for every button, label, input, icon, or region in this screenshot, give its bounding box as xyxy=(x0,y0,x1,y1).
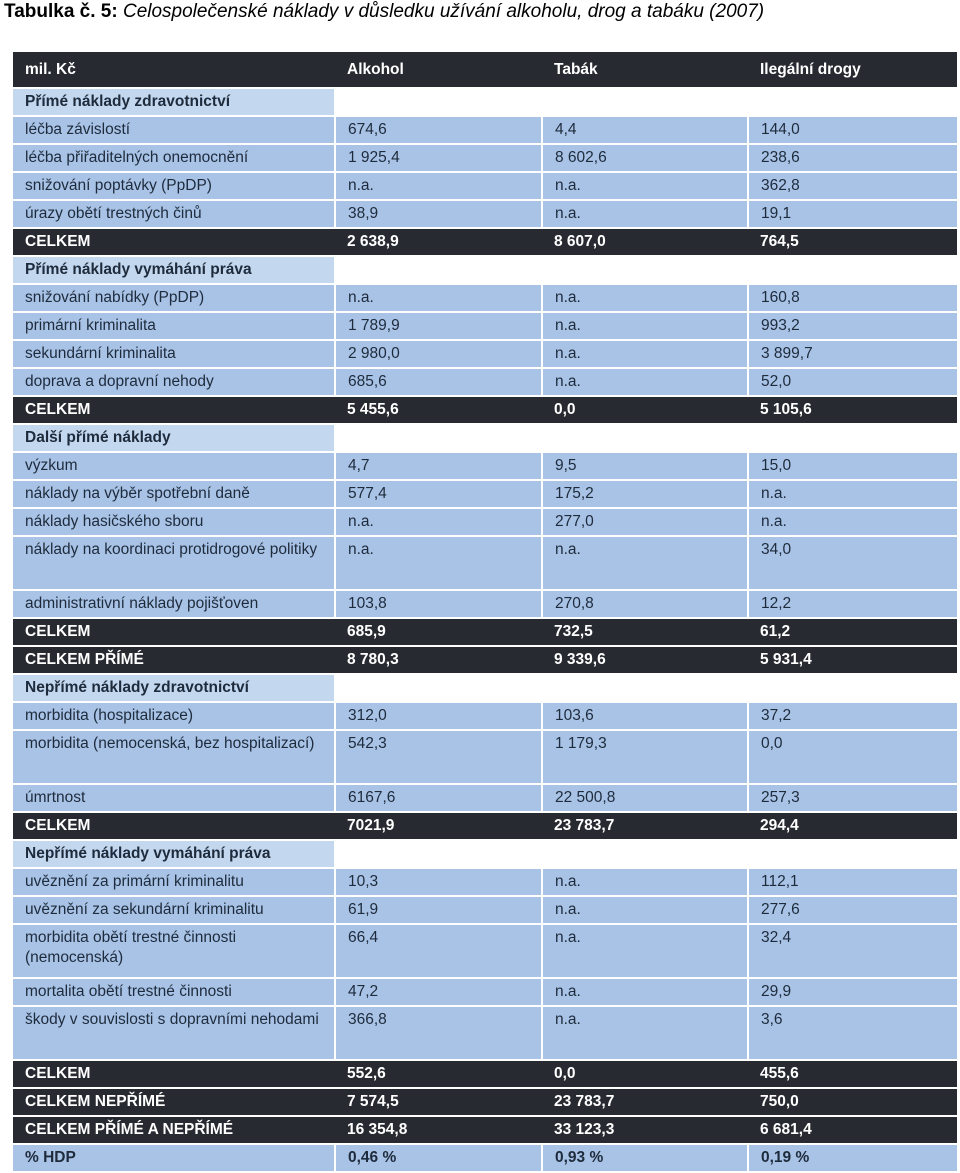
cell-alkohol: 4,7 xyxy=(335,452,542,480)
row-label: snižování poptávky (PpDP) xyxy=(13,172,335,200)
cell-alkohol: n.a. xyxy=(335,172,542,200)
cell-tabak: 270,8 xyxy=(542,590,748,618)
cell-drogy: 5 931,4 xyxy=(748,646,957,674)
cell-tabak: 22 500,8 xyxy=(542,784,748,812)
empty-cell xyxy=(748,674,957,702)
cell-drogy: 257,3 xyxy=(748,784,957,812)
table-row xyxy=(13,1006,957,1060)
cell-tabak: n.a. xyxy=(542,200,748,228)
table-row xyxy=(13,284,957,312)
row-label: % HDP xyxy=(13,1144,335,1172)
cell-drogy: 294,4 xyxy=(748,812,957,840)
cell-tabak: n.a. xyxy=(542,368,748,396)
row-label: morbidita (hospitalizace) xyxy=(13,702,335,730)
cell-alkohol: 5 455,6 xyxy=(335,396,542,424)
cell-drogy: 5 105,6 xyxy=(748,396,957,424)
cell-tabak: 4,4 xyxy=(542,116,748,144)
empty-cell xyxy=(748,256,957,284)
row-label: uvěznění za sekundární kriminalitu xyxy=(13,896,335,924)
empty-cell xyxy=(335,256,542,284)
cell-alkohol: 10,3 xyxy=(335,868,542,896)
empty-cell xyxy=(542,840,748,868)
total-row xyxy=(13,618,957,646)
hdp-row xyxy=(13,1144,957,1172)
row-label: uvěznění za primární kriminalitu xyxy=(13,868,335,896)
cell-drogy: 362,8 xyxy=(748,172,957,200)
row-label: škody v souvislosti s dopravními nehodami xyxy=(13,1006,335,1060)
cell-alkohol: 552,6 xyxy=(335,1060,542,1088)
cell-tabak: n.a. xyxy=(542,312,748,340)
cell-drogy: 764,5 xyxy=(748,228,957,256)
cell-drogy: 112,1 xyxy=(748,868,957,896)
cell-tabak: 9 339,6 xyxy=(542,646,748,674)
table-row xyxy=(13,200,957,228)
empty-cell xyxy=(335,840,542,868)
caption-number: Tabulka č. 5: xyxy=(4,1,118,22)
cell-drogy: 0,0 xyxy=(748,730,957,784)
row-label: CELKEM PŘÍMÉ A NEPŘÍMÉ xyxy=(13,1116,335,1144)
header-unit: mil. Kč xyxy=(13,52,335,88)
row-label: náklady na výběr spotřební daně xyxy=(13,480,335,508)
row-label: léčba závislostí xyxy=(13,116,335,144)
row-label: CELKEM xyxy=(13,1060,335,1088)
cell-tabak: n.a. xyxy=(542,924,748,978)
cell-drogy: 160,8 xyxy=(748,284,957,312)
table-body xyxy=(13,88,957,1172)
row-label: sekundární kriminalita xyxy=(13,340,335,368)
empty-cell xyxy=(542,674,748,702)
cell-tabak: 8 602,6 xyxy=(542,144,748,172)
table-header-row xyxy=(13,52,957,88)
cell-tabak: n.a. xyxy=(542,172,748,200)
row-label: Přímé náklady zdravotnictví xyxy=(13,88,335,116)
row-label: primární kriminalita xyxy=(13,312,335,340)
row-label: Nepřímé náklady zdravotnictví xyxy=(13,674,335,702)
table-row xyxy=(13,784,957,812)
cell-drogy: 52,0 xyxy=(748,368,957,396)
table-row xyxy=(13,312,957,340)
row-label: CELKEM NEPŘÍMÉ xyxy=(13,1088,335,1116)
row-label: úmrtnost xyxy=(13,784,335,812)
cell-alkohol: 685,9 xyxy=(335,618,542,646)
cell-alkohol: 0,46 % xyxy=(335,1144,542,1172)
cell-alkohol: 577,4 xyxy=(335,480,542,508)
empty-cell xyxy=(748,424,957,452)
cell-alkohol: 6167,6 xyxy=(335,784,542,812)
cell-drogy: 6 681,4 xyxy=(748,1116,957,1144)
cell-drogy: 15,0 xyxy=(748,452,957,480)
cell-tabak: 33 123,3 xyxy=(542,1116,748,1144)
cell-drogy: 144,0 xyxy=(748,116,957,144)
row-label: snižování nabídky (PpDP) xyxy=(13,284,335,312)
total-row xyxy=(13,396,957,424)
table-row xyxy=(13,172,957,200)
cell-tabak: 0,93 % xyxy=(542,1144,748,1172)
cell-alkohol: 47,2 xyxy=(335,978,542,1006)
empty-cell xyxy=(748,840,957,868)
table-row xyxy=(13,702,957,730)
cell-drogy: n.a. xyxy=(748,480,957,508)
row-label: morbidita obětí trestné činnosti (nemocenská) xyxy=(13,924,335,978)
table-row xyxy=(13,590,957,618)
section-header-row xyxy=(13,256,957,284)
cell-alkohol: 7 574,5 xyxy=(335,1088,542,1116)
cell-drogy: 277,6 xyxy=(748,896,957,924)
total-row xyxy=(13,646,957,674)
cell-tabak: 103,6 xyxy=(542,702,748,730)
cell-alkohol: 674,6 xyxy=(335,116,542,144)
cell-drogy: 12,2 xyxy=(748,590,957,618)
section-header-row xyxy=(13,840,957,868)
cell-drogy: 19,1 xyxy=(748,200,957,228)
table-row xyxy=(13,480,957,508)
cell-alkohol: 66,4 xyxy=(335,924,542,978)
row-label: doprava a dopravní nehody xyxy=(13,368,335,396)
cell-alkohol: 8 780,3 xyxy=(335,646,542,674)
cell-drogy: 34,0 xyxy=(748,536,957,590)
cell-tabak: 1 179,3 xyxy=(542,730,748,784)
cell-drogy: 3 899,7 xyxy=(748,340,957,368)
caption-title: Celospolečenské náklady v důsledku užívání alkoholu, drog a tabáku (2007) xyxy=(122,1,765,22)
cell-alkohol: n.a. xyxy=(335,508,542,536)
row-label: CELKEM xyxy=(13,228,335,256)
row-label: výzkum xyxy=(13,452,335,480)
table-row xyxy=(13,508,957,536)
row-label: léčba přiřaditelných onemocnění xyxy=(13,144,335,172)
cell-alkohol: 312,0 xyxy=(335,702,542,730)
cost-table xyxy=(13,52,957,1173)
header-drogy: Ilegální drogy xyxy=(748,52,957,88)
total-row xyxy=(13,228,957,256)
table-row xyxy=(13,144,957,172)
section-header-row xyxy=(13,88,957,116)
row-label: náklady hasičského sboru xyxy=(13,508,335,536)
total-row xyxy=(13,812,957,840)
cell-alkohol: 366,8 xyxy=(335,1006,542,1060)
row-label: mortalita obětí trestné činnosti xyxy=(13,978,335,1006)
total-row xyxy=(13,1088,957,1116)
table-row xyxy=(13,924,957,978)
cell-tabak: n.a. xyxy=(542,978,748,1006)
empty-cell xyxy=(542,424,748,452)
empty-cell xyxy=(335,674,542,702)
cell-alkohol: 685,6 xyxy=(335,368,542,396)
cell-alkohol: 7021,9 xyxy=(335,812,542,840)
cell-tabak: 23 783,7 xyxy=(542,812,748,840)
row-label: Nepřímé náklady vymáhání práva xyxy=(13,840,335,868)
row-label: CELKEM xyxy=(13,812,335,840)
cell-tabak: 8 607,0 xyxy=(542,228,748,256)
cell-alkohol: n.a. xyxy=(335,536,542,590)
cell-tabak: 0,0 xyxy=(542,1060,748,1088)
cell-drogy: 37,2 xyxy=(748,702,957,730)
cell-tabak: 9,5 xyxy=(542,452,748,480)
cell-tabak: n.a. xyxy=(542,284,748,312)
section-header-row xyxy=(13,674,957,702)
row-label: CELKEM xyxy=(13,618,335,646)
cell-drogy: 3,6 xyxy=(748,1006,957,1060)
cell-tabak: 175,2 xyxy=(542,480,748,508)
row-label: náklady na koordinaci protidrogové politiky xyxy=(13,536,335,590)
cell-alkohol: 2 638,9 xyxy=(335,228,542,256)
row-label: administrativní náklady pojišťoven xyxy=(13,590,335,618)
table-row xyxy=(13,340,957,368)
cell-drogy: 750,0 xyxy=(748,1088,957,1116)
cell-alkohol: 542,3 xyxy=(335,730,542,784)
empty-cell xyxy=(748,88,957,116)
header-tabak: Tabák xyxy=(542,52,748,88)
cell-tabak: 0,0 xyxy=(542,396,748,424)
total-row xyxy=(13,1116,957,1144)
empty-cell xyxy=(335,424,542,452)
cell-alkohol: 16 354,8 xyxy=(335,1116,542,1144)
cell-tabak: 277,0 xyxy=(542,508,748,536)
row-label: CELKEM xyxy=(13,396,335,424)
empty-cell xyxy=(542,256,748,284)
cell-tabak: n.a. xyxy=(542,868,748,896)
cell-alkohol: 103,8 xyxy=(335,590,542,618)
cell-drogy: 32,4 xyxy=(748,924,957,978)
row-label: Další přímé náklady xyxy=(13,424,335,452)
cell-alkohol: 38,9 xyxy=(335,200,542,228)
cell-drogy: 993,2 xyxy=(748,312,957,340)
cell-drogy: 238,6 xyxy=(748,144,957,172)
cell-alkohol: 1 925,4 xyxy=(335,144,542,172)
row-label: úrazy obětí trestných činů xyxy=(13,200,335,228)
cell-drogy: 61,2 xyxy=(748,618,957,646)
cell-alkohol: 2 980,0 xyxy=(335,340,542,368)
cell-alkohol: n.a. xyxy=(335,284,542,312)
empty-cell xyxy=(335,88,542,116)
row-label: Přímé náklady vymáhání práva xyxy=(13,256,335,284)
table-row xyxy=(13,978,957,1006)
cell-tabak: n.a. xyxy=(542,896,748,924)
cell-tabak: n.a. xyxy=(542,1006,748,1060)
cell-tabak: n.a. xyxy=(542,536,748,590)
table-row xyxy=(13,536,957,590)
table-row xyxy=(13,868,957,896)
table-caption xyxy=(4,0,764,24)
cell-drogy: 0,19 % xyxy=(748,1144,957,1172)
cell-alkohol: 61,9 xyxy=(335,896,542,924)
total-row xyxy=(13,1060,957,1088)
cell-alkohol: 1 789,9 xyxy=(335,312,542,340)
cell-tabak: n.a. xyxy=(542,340,748,368)
cell-tabak: 23 783,7 xyxy=(542,1088,748,1116)
section-header-row xyxy=(13,424,957,452)
cell-drogy: 455,6 xyxy=(748,1060,957,1088)
row-label: CELKEM PŘÍMÉ xyxy=(13,646,335,674)
cell-drogy: n.a. xyxy=(748,508,957,536)
table-row xyxy=(13,116,957,144)
cell-tabak: 732,5 xyxy=(542,618,748,646)
cell-drogy: 29,9 xyxy=(748,978,957,1006)
table-row xyxy=(13,368,957,396)
table-row xyxy=(13,730,957,784)
table-row xyxy=(13,896,957,924)
empty-cell xyxy=(542,88,748,116)
row-label: morbidita (nemocenská, bez hospitalizací) xyxy=(13,730,335,784)
table-row xyxy=(13,452,957,480)
header-alkohol: Alkohol xyxy=(335,52,542,88)
